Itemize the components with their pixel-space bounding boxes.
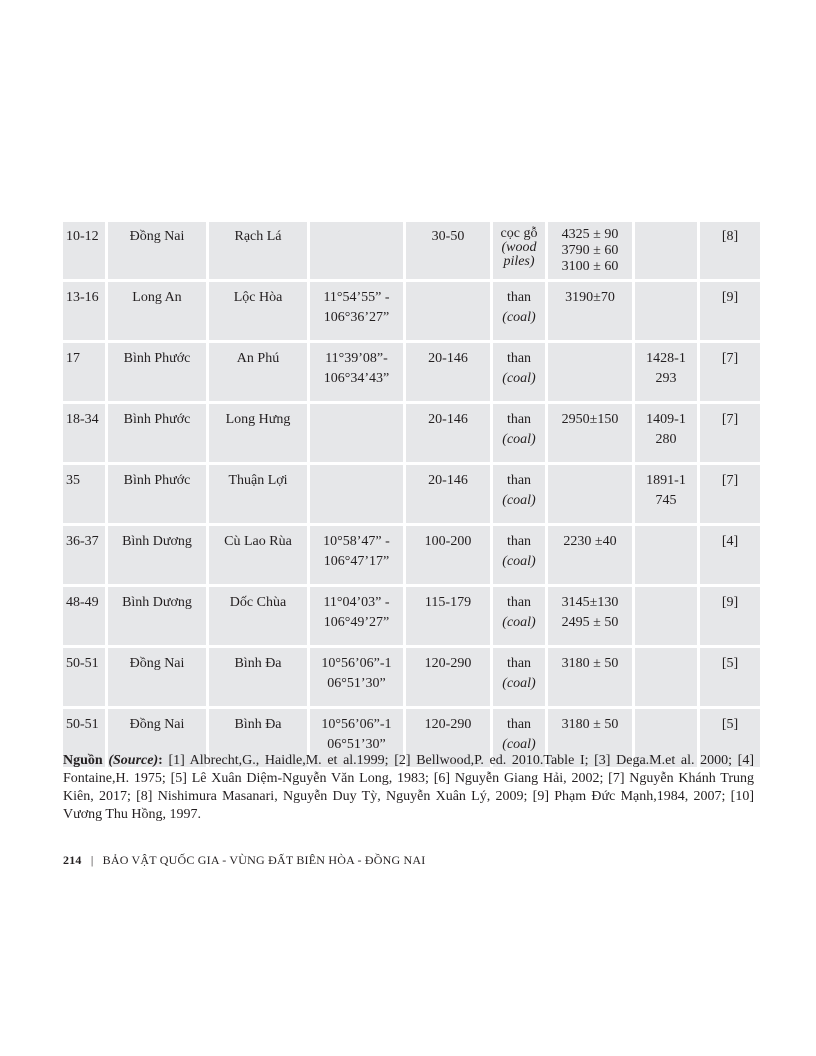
- cell-line: 120-290: [424, 656, 472, 671]
- cell-line: Cù Lao Rùa: [224, 534, 292, 549]
- cell-site: [209, 404, 307, 462]
- cell-province: [108, 222, 206, 279]
- cell-line: Bình Đa: [234, 717, 282, 732]
- cell-reference: [700, 282, 760, 340]
- page-number: 214: [63, 853, 82, 867]
- cell-line: 13-16: [66, 290, 99, 305]
- cell-no: [63, 282, 105, 340]
- cell-line: [7]: [721, 351, 739, 366]
- cell-dates: [548, 465, 632, 523]
- cell-line: 280: [655, 432, 677, 447]
- cell-line: 3100 ± 60: [561, 259, 619, 274]
- cell-calibrated: [635, 587, 697, 645]
- cell-site: [209, 222, 307, 279]
- cell-reference: [700, 648, 760, 706]
- cell-line: than: [506, 412, 532, 427]
- cell-line: 17: [66, 351, 80, 366]
- cell-material: [493, 587, 545, 645]
- cell-line: (coal): [502, 310, 536, 325]
- cell-calibrated: [635, 282, 697, 340]
- cell-line: An Phú: [236, 351, 280, 366]
- cell-line: than: [506, 473, 532, 488]
- cell-coordinates: [310, 343, 403, 401]
- cell-line: (coal): [502, 676, 536, 691]
- cell-line: 2950±150: [561, 412, 619, 427]
- cell-line: than: [506, 351, 532, 366]
- cell-line: [8]: [721, 229, 739, 244]
- cell-line: [5]: [721, 656, 739, 671]
- cell-depth: [406, 526, 490, 584]
- cell-line: 11°39’08”-: [325, 351, 388, 366]
- cell-line: 106°49’27”: [323, 615, 390, 630]
- cell-line: 2495 ± 50: [561, 615, 619, 630]
- table-row: [63, 587, 760, 645]
- cell-line: (coal): [502, 554, 536, 569]
- cell-coordinates: [310, 222, 403, 279]
- cell-line: 48-49: [66, 595, 99, 610]
- cell-line: [9]: [721, 595, 739, 610]
- cell-calibrated: [635, 648, 697, 706]
- cell-line: 10°58’47” -: [323, 534, 390, 549]
- cell-line: 2230 ±40: [563, 534, 617, 549]
- cell-line: 3790 ± 60: [561, 243, 619, 258]
- cell-no: [63, 465, 105, 523]
- cell-line: 50-51: [66, 656, 99, 671]
- footer-separator: |: [90, 853, 94, 867]
- cell-line: 100-200: [424, 534, 472, 549]
- cell-line: Bình Đa: [234, 656, 282, 671]
- cell-reference: [700, 343, 760, 401]
- cell-line: (coal): [502, 371, 536, 386]
- cell-material: [493, 465, 545, 523]
- cell-province: [108, 648, 206, 706]
- cell-line: 3145±130: [561, 595, 619, 610]
- cell-site: [209, 465, 307, 523]
- cell-line: than: [506, 290, 532, 305]
- cell-line: 3180 ± 50: [561, 717, 619, 732]
- cell-no: [63, 587, 105, 645]
- cell-line: 20-146: [428, 351, 468, 366]
- cell-line: than: [506, 534, 532, 549]
- cell-line: 10°56’06”-1: [321, 656, 392, 671]
- cell-reference: [700, 526, 760, 584]
- cell-line: Dốc Chùa: [229, 595, 287, 610]
- cell-line: [9]: [721, 290, 739, 305]
- cell-calibrated: [635, 526, 697, 584]
- cell-line: 3180 ± 50: [561, 656, 619, 671]
- cell-line: (coal): [502, 737, 536, 752]
- cell-no: [63, 648, 105, 706]
- cell-line: Bình Phước: [123, 351, 191, 366]
- cell-line: Thuận Lợi: [228, 473, 288, 488]
- cell-line: 1891-1: [646, 473, 686, 488]
- cell-material: [493, 648, 545, 706]
- cell-line: (coal): [502, 493, 536, 508]
- cell-line: Đồng Nai: [129, 656, 185, 671]
- table-row: [63, 404, 760, 462]
- cell-dates: [548, 282, 632, 340]
- cell-material: [493, 222, 545, 279]
- cell-reference: [700, 587, 760, 645]
- table-row: [63, 343, 760, 401]
- cell-calibrated: [635, 404, 697, 462]
- cell-line: than: [506, 717, 532, 732]
- cell-site: [209, 282, 307, 340]
- cell-line: than: [506, 656, 532, 671]
- cell-coordinates: [310, 587, 403, 645]
- cell-province: [108, 465, 206, 523]
- cell-no: [63, 343, 105, 401]
- cell-line: 293: [655, 371, 677, 386]
- cell-line: 06°51’30”: [327, 737, 386, 752]
- cell-dates: [548, 222, 632, 279]
- cell-depth: [406, 465, 490, 523]
- cell-coordinates: [310, 648, 403, 706]
- cell-dates: [548, 587, 632, 645]
- table-row: [63, 526, 760, 584]
- cell-line: 120-290: [424, 717, 472, 732]
- cell-line: 20-146: [428, 473, 468, 488]
- cell-line: 11°04’03” -: [323, 595, 390, 610]
- cell-material: [493, 526, 545, 584]
- cell-coordinates: [310, 282, 403, 340]
- cell-line: 106°34’43”: [323, 371, 390, 386]
- cell-line: Bình Dương: [122, 534, 192, 549]
- table-row: [63, 282, 760, 340]
- cell-reference: [700, 465, 760, 523]
- radiocarbon-table: [60, 219, 763, 770]
- cell-dates: [548, 526, 632, 584]
- cell-line: 745: [655, 493, 677, 508]
- cell-line: [7]: [721, 412, 739, 427]
- cell-depth: [406, 404, 490, 462]
- cell-depth: [406, 587, 490, 645]
- cell-province: [108, 526, 206, 584]
- cell-line: Long Hưng: [225, 412, 291, 427]
- cell-line: Rạch Lá: [234, 229, 282, 244]
- cell-line: Bình Phước: [123, 473, 191, 488]
- cell-line: 106°47’17”: [323, 554, 390, 569]
- cell-line: 1409-1: [646, 412, 686, 427]
- cell-site: [209, 587, 307, 645]
- cell-no: [63, 526, 105, 584]
- cell-line: 35: [66, 473, 80, 488]
- cell-no: [63, 222, 105, 279]
- table-body: [63, 222, 760, 767]
- cell-line: [7]: [721, 473, 739, 488]
- cell-line: cọc gỗ: [500, 226, 538, 241]
- cell-line: Đồng Nai: [129, 229, 185, 244]
- source-text: [1] Albrecht,G., Haidle,M. et al.1999; [2] Bellwood,P. ed. 2010.Table I; [3] Dega.M.et al. 2000; [4] Fontaine,H. 1975; [5] Lê Xuân Diệm-Nguyễn Văn Long, 1983; [6] Nguyễn Giang Hải, 2002; [7] Nguyễn Khánh Trung Kiên, 2017; [8] Nishimura Masanari, Nguyễn Duy Tỳ, Nguyễn Xuân Lý, 2009; [9] Phạm Đức Mạnh,1984, 2007; [10] Vương Thu Hồng, 1997.: [63, 753, 754, 822]
- cell-line: 11°54’55” -: [323, 290, 390, 305]
- cell-line: than: [506, 595, 532, 610]
- data-table-container: [63, 219, 754, 770]
- cell-depth: [406, 222, 490, 279]
- cell-line: 3190±70: [565, 290, 615, 305]
- source-label: Nguồn (Source):: [63, 753, 163, 768]
- cell-line: [5]: [721, 717, 739, 732]
- cell-line: 18-34: [66, 412, 99, 427]
- cell-province: [108, 282, 206, 340]
- cell-line: 20-146: [428, 412, 468, 427]
- cell-line: Lộc Hòa: [233, 290, 283, 305]
- cell-line: (coal): [502, 615, 536, 630]
- cell-line: 1428-1: [646, 351, 686, 366]
- cell-province: [108, 587, 206, 645]
- cell-line: Bình Dương: [122, 595, 192, 610]
- cell-dates: [548, 648, 632, 706]
- cell-reference: [700, 222, 760, 279]
- cell-reference: [700, 404, 760, 462]
- cell-province: [108, 343, 206, 401]
- cell-line: (coal): [502, 432, 536, 447]
- cell-calibrated: [635, 465, 697, 523]
- cell-coordinates: [310, 526, 403, 584]
- table-row: [63, 222, 760, 279]
- footer-title: BẢO VẬT QUỐC GIA - VÙNG ĐẤT BIÊN HÒA - ĐỒNG NAI: [102, 853, 426, 867]
- cell-coordinates: [310, 404, 403, 462]
- cell-line: 06°51’30”: [327, 676, 386, 691]
- cell-line: [4]: [721, 534, 739, 549]
- cell-coordinates: [310, 465, 403, 523]
- cell-line: Bình Phước: [123, 412, 191, 427]
- cell-material: [493, 404, 545, 462]
- cell-line: 30-50: [431, 229, 465, 244]
- cell-calibrated: [635, 343, 697, 401]
- cell-line: (wood piles): [501, 240, 537, 269]
- cell-line: 36-37: [66, 534, 99, 549]
- cell-site: [209, 343, 307, 401]
- cell-line: 106°36’27”: [323, 310, 390, 325]
- cell-depth: [406, 343, 490, 401]
- cell-line: 115-179: [424, 595, 472, 610]
- cell-line: 10°56’06”-1: [321, 717, 392, 732]
- cell-no: [63, 404, 105, 462]
- cell-dates: [548, 343, 632, 401]
- cell-depth: [406, 282, 490, 340]
- cell-line: 50-51: [66, 717, 99, 732]
- cell-material: [493, 343, 545, 401]
- cell-material: [493, 282, 545, 340]
- cell-dates: [548, 404, 632, 462]
- source-note: [63, 752, 754, 824]
- cell-line: Đồng Nai: [129, 717, 185, 732]
- cell-line: 10-12: [66, 229, 99, 244]
- table-row: [63, 648, 760, 706]
- cell-site: [209, 526, 307, 584]
- page-footer: [63, 852, 425, 868]
- cell-line: Long An: [132, 290, 182, 305]
- table-row: [63, 465, 760, 523]
- cell-depth: [406, 648, 490, 706]
- cell-site: [209, 648, 307, 706]
- cell-province: [108, 404, 206, 462]
- cell-line: 4325 ± 90: [561, 227, 619, 242]
- cell-calibrated: [635, 222, 697, 279]
